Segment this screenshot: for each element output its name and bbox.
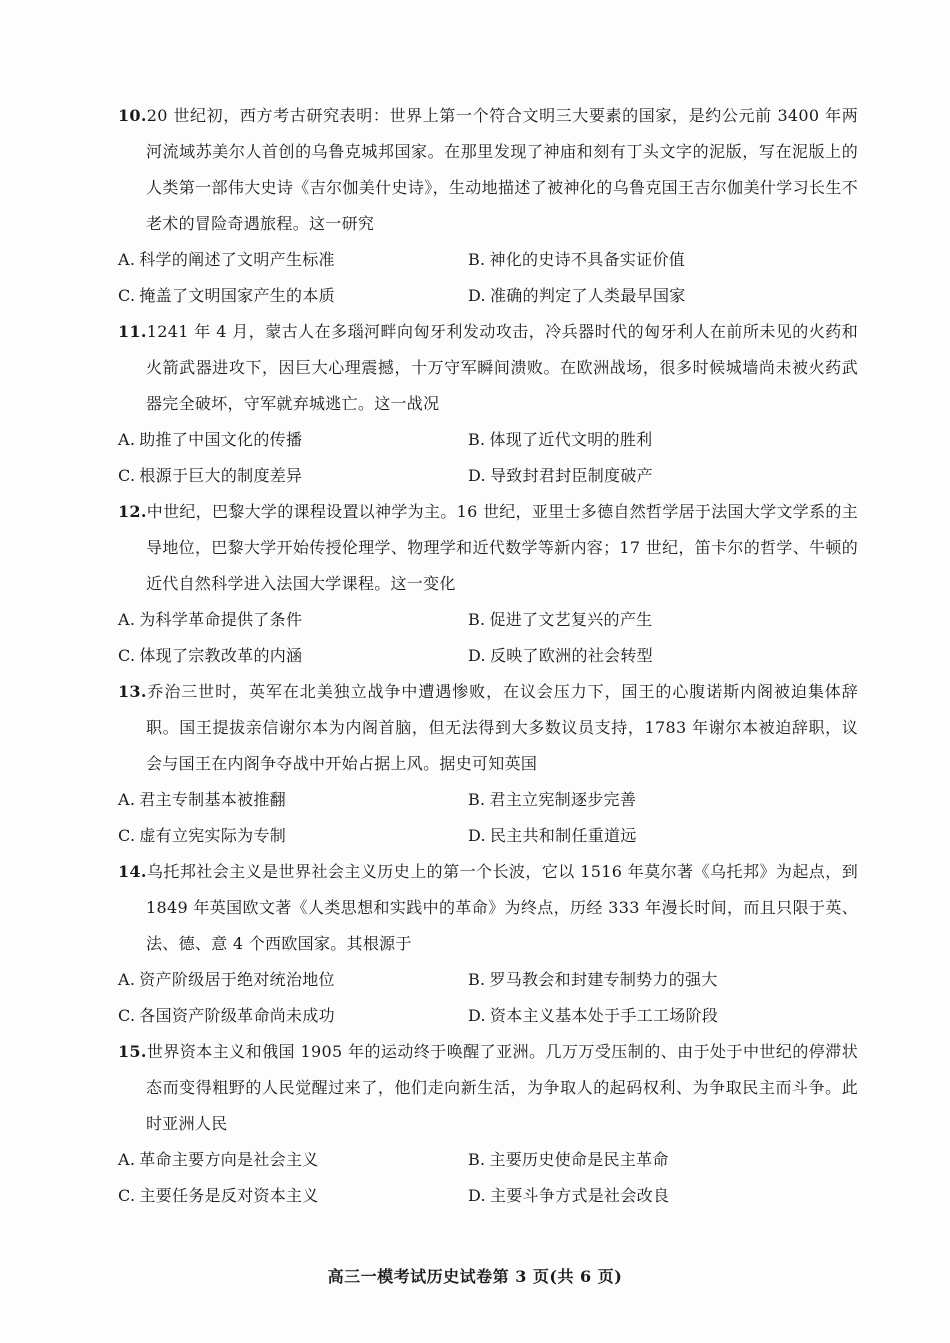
option-text: 虚有立宪实际为专制 [139,826,287,845]
option-text: 君主专制基本被推翻 [139,790,286,809]
answer-options [118,1142,858,1214]
option-letter: B. [468,430,486,449]
option-c [118,998,468,1034]
option-text: 反映了欧洲的社会转型 [489,646,653,665]
option-letter: B. [468,970,486,989]
question-stem [118,494,858,602]
option-letter: D. [468,466,486,485]
question-number: 10. [118,106,147,125]
option-c [118,278,468,314]
option-letter: A. [118,430,136,449]
option-letter: D. [468,1186,486,1205]
answer-options [118,782,858,854]
option-c [118,638,468,674]
option-letter: B. [468,1150,486,1169]
option-text: 导致封君封臣制度破产 [489,466,653,485]
question-15 [118,1034,858,1214]
question-stem [118,854,858,962]
option-letter: D. [468,646,486,665]
answer-options [118,242,858,314]
question-number: 12. [118,502,147,521]
option-letter: D. [468,286,486,305]
answer-options [118,602,858,674]
option-c [118,458,468,494]
option-d [468,278,858,314]
option-text: 促进了文艺复兴的产生 [489,610,653,629]
option-text: 助推了中国文化的传播 [139,430,303,449]
question-stem [118,98,858,242]
option-text: 掩盖了文明国家产生的本质 [139,286,335,305]
question-number: 15. [118,1042,147,1061]
question-10 [118,98,858,314]
option-text: 体现了宗教改革的内涵 [139,646,303,665]
option-text: 资本主义基本处于手工工场阶段 [489,1006,719,1025]
option-text: 为科学革命提供了条件 [139,610,303,629]
option-b [468,962,858,998]
option-letter: C. [118,1006,136,1025]
question-13 [118,674,858,854]
option-d [468,638,858,674]
option-letter: A. [118,1150,136,1169]
option-c [118,818,468,854]
option-text: 科学的阐述了文明产生标准 [139,250,335,269]
question-text: 中世纪，巴黎大学的课程设置以神学为主。16 世纪，亚里士多德自然哲学居于法国大学文学系的主导地位，巴黎大学开始传授伦理学、物理学和近代数学等新内容；17 世纪，笛卡尔的哲学、牛顿的近代自然科学进入法国大学课程。这一变化 [146,502,858,593]
question-stem [118,1034,858,1142]
option-b [468,242,858,278]
option-text: 君主立宪制逐步完善 [489,790,637,809]
option-letter: A. [118,610,136,629]
question-text: 世界资本主义和俄国 1905 年的运动终于唤醒了亚洲。几万万受压制的、由于处于中世纪的停滞状态而变得粗野的人民觉醒过来了，他们走向新生活，为争取人的起码权利、为争取民主而斗争。此时亚洲人民 [146,1042,858,1133]
question-11 [118,314,858,494]
option-b [468,782,858,818]
question-stem [118,314,858,422]
option-letter: B. [468,610,486,629]
option-d [468,818,858,854]
option-text: 准确的判定了人类最早国家 [489,286,686,305]
option-letter: C. [118,646,136,665]
answer-options [118,422,858,494]
option-text: 罗马教会和封建专制势力的强大 [489,970,718,989]
option-a [118,242,468,278]
question-text: 乔治三世时，英军在北美独立战争中遭遇惨败，在议会压力下，国王的心腹诺斯内阁被迫集体辞职。国王提拔亲信谢尔本为内阁首脑，但无法得到大多数议员支持，1783 年谢尔本被迫辞职，议会与国王在内阁争夺战中开始占据上风。据史可知英国 [146,682,858,773]
question-list [118,98,858,1214]
option-letter: C. [118,1186,136,1205]
option-text: 神化的史诗不具备实证价值 [489,250,686,269]
option-text: 民主共和制任重道远 [489,826,637,845]
option-letter: B. [468,790,486,809]
option-a [118,962,468,998]
option-d [468,458,858,494]
option-d [468,998,858,1034]
option-letter: C. [118,286,136,305]
option-text: 革命主要方向是社会主义 [139,1150,319,1169]
option-letter: D. [468,826,486,845]
option-letter: A. [118,790,136,809]
option-letter: C. [118,466,136,485]
question-number: 11. [118,322,147,341]
page-footer: 高三一模考试历史试卷第 3 页(共 6 页) [327,1267,623,1286]
option-b [468,422,858,458]
option-text: 资产阶级居于绝对统治地位 [139,970,335,989]
option-letter: A. [118,250,136,269]
question-14 [118,854,858,1034]
option-a [118,602,468,638]
question-number: 13. [118,682,147,701]
question-12 [118,494,858,674]
option-d [468,1178,858,1214]
question-stem [118,674,858,782]
option-a [118,422,468,458]
option-letter: C. [118,826,136,845]
question-number: 14. [118,862,147,881]
option-text: 各国资产阶级革命尚未成功 [139,1006,335,1025]
option-letter: A. [118,970,136,989]
option-text: 主要历史使命是民主革命 [489,1150,669,1169]
option-letter: B. [468,250,486,269]
option-text: 主要斗争方式是社会改良 [489,1186,670,1205]
option-a [118,782,468,818]
option-c [118,1178,468,1214]
option-text: 根源于巨大的制度差异 [139,466,303,485]
option-a [118,1142,468,1178]
option-text: 主要任务是反对资本主义 [139,1186,319,1205]
question-text: 1241 年 4 月，蒙古人在多瑙河畔向匈牙利发动攻击，冷兵器时代的匈牙利人在前所未见的火药和火箭武器进攻下，因巨大心理震撼，十万守军瞬间溃败。在欧洲战场，很多时候城墙尚未被火药武器完全破坏，守军就弃城逃亡。这一战况 [146,322,858,413]
question-text: 乌托邦社会主义是世界社会主义历史上的第一个长波，它以 1516 年莫尔著《乌托邦》为起点，到 1849 年英国欧文著《人类思想和实践中的革命》为终点，历经 333 年漫长时间，而且只限于英、法、德、意 4 个西欧国家。其根源于 [146,862,858,953]
option-b [468,602,858,638]
option-b [468,1142,858,1178]
question-text: 20 世纪初，西方考古研究表明：世界上第一个符合文明三大要素的国家，是约公元前 3400 年两河流域苏美尔人首创的乌鲁克城邦国家。在那里发现了神庙和刻有丁头文字的泥版，写在泥版上的人类第一部伟大史诗《吉尔伽美什史诗》，生动地描述了被神化的乌鲁克国王吉尔伽美什学习长生不老术的冒险奇遇旅程。这一研究 [146,106,858,233]
option-text: 体现了近代文明的胜利 [489,430,653,449]
option-letter: D. [468,1006,486,1025]
answer-options [118,962,858,1034]
